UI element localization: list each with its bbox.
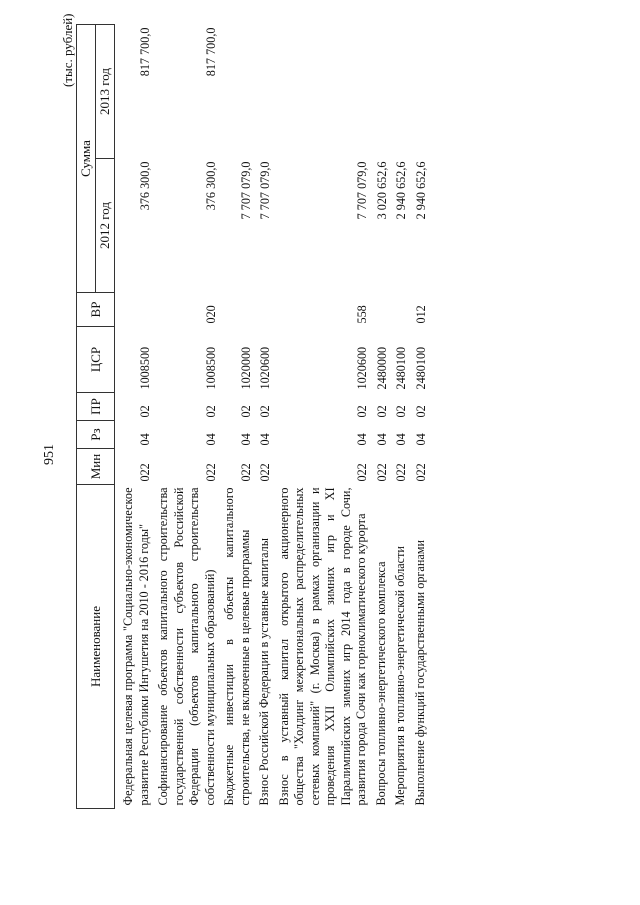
row-csr: 1008500 — [203, 346, 218, 390]
row-vr — [390, 293, 410, 327]
row-2013 — [274, 25, 371, 159]
row-pr: 02 — [203, 405, 218, 418]
row-vr: 020 — [203, 305, 218, 324]
row-2013 — [410, 25, 430, 159]
row-vr — [115, 293, 154, 327]
row-2012: 3 020 652,6 — [374, 161, 389, 220]
table-row — [371, 25, 391, 809]
row-pr: 02 — [394, 405, 408, 418]
row-2012: 2 940 652,6 — [413, 161, 428, 220]
row-csr: 2480100 — [394, 346, 408, 390]
table-row — [115, 25, 154, 809]
row-rz: 04 — [374, 433, 389, 446]
row-name: Федеральная целевая программа "Социально-экономическое развитие Республики Ингушетия на 2010 - 2016 годы" — [121, 487, 151, 806]
table-row — [219, 25, 254, 809]
row-vr: 012 — [413, 305, 428, 324]
table-row — [410, 25, 430, 809]
row-min: 022 — [203, 463, 218, 482]
row-2012: 376 300,0 — [203, 161, 218, 211]
row-rz: 04 — [137, 433, 152, 446]
table-row — [153, 25, 219, 809]
row-name: Мероприятия в топливно-энергетической области — [393, 546, 407, 806]
units-label: (тыс. рублей) — [60, 13, 75, 87]
row-2013: 817 700,0 — [203, 27, 218, 77]
header-rz: Рз — [77, 421, 115, 449]
row-pr: 02 — [374, 405, 389, 418]
header-sum: Сумма — [77, 25, 96, 293]
row-pr: 02 — [413, 405, 428, 418]
row-2012: 7 707 079,0 — [355, 161, 369, 220]
row-2012: 7 707 079,0 — [238, 161, 253, 220]
row-pr: 02 — [238, 405, 253, 418]
row-min: 022 — [137, 463, 152, 482]
row-csr: 1020600 — [355, 346, 369, 390]
row-rz: 04 — [413, 433, 428, 446]
row-vr: 558 — [355, 305, 369, 324]
row-2013: 817 700,0 — [137, 27, 152, 77]
row-name: Взнос Российской Федерации в уставные капиталы — [257, 538, 271, 806]
row-2012: 2 940 652,6 — [394, 161, 408, 220]
row-name: Выполнение функций государственными органами — [412, 539, 427, 806]
row-rz: 04 — [394, 433, 408, 446]
row-2013 — [219, 25, 254, 159]
row-name: Софинансирование объектов капитального строительства государственной собственности субъектов Российской Федерации (объектов капитального строительства собственности муниципальных образований) — [156, 487, 217, 806]
row-vr — [371, 293, 391, 327]
row-csr: 1020000 — [238, 346, 253, 390]
row-2013 — [254, 25, 274, 159]
header-csr: ЦСР — [77, 327, 115, 393]
header-name: Наименование — [77, 485, 115, 809]
row-min: 022 — [258, 463, 272, 482]
row-vr — [219, 293, 254, 327]
row-min: 022 — [413, 463, 428, 482]
row-rz: 04 — [355, 433, 369, 446]
row-name: Вопросы топливно-энергетического комплекса — [373, 561, 388, 806]
row-pr: 02 — [355, 405, 369, 418]
row-min: 022 — [355, 463, 369, 482]
table-row — [254, 25, 274, 809]
row-pr: 02 — [137, 405, 152, 418]
row-csr: 2480000 — [374, 346, 389, 390]
header-2012: 2012 год — [96, 159, 115, 293]
row-csr: 1008500 — [137, 346, 152, 390]
header-min: Мин — [77, 449, 115, 485]
budget-table — [76, 24, 429, 809]
header-2013: 2013 год — [96, 25, 115, 159]
row-rz: 04 — [258, 433, 272, 446]
row-csr: 2480100 — [413, 346, 428, 390]
row-min: 022 — [394, 463, 408, 482]
row-vr — [254, 293, 274, 327]
header-pr: ПР — [77, 393, 115, 421]
row-csr: 1020600 — [258, 346, 272, 390]
table-row — [390, 25, 410, 809]
header-vr: ВР — [77, 293, 115, 327]
row-2013 — [390, 25, 410, 159]
row-name: Взнос в уставный капитал открытого акционерного общества "Холдинг межрегиональных распределительных сетевых компаний" (г. Москва) в рамках организации и проведения XXII Олимпийских зимних игр и XI Паралимпийских зимних игр 2014 года в городе Сочи, развития города Сочи как горноклиматического курорта — [276, 487, 368, 806]
row-rz: 04 — [203, 433, 218, 446]
page-number: 951 — [42, 444, 57, 465]
row-name: Бюджетные инвестиции в объекты капитального строительства, не включенные в целевые программы — [222, 487, 252, 806]
row-2012: 376 300,0 — [137, 161, 152, 211]
row-2013 — [371, 25, 391, 159]
table-row — [274, 25, 371, 809]
row-pr: 02 — [258, 405, 272, 418]
row-2012: 7 707 079,0 — [258, 161, 272, 220]
row-min: 022 — [238, 463, 253, 482]
row-min: 022 — [374, 463, 389, 482]
row-rz: 04 — [238, 433, 253, 446]
